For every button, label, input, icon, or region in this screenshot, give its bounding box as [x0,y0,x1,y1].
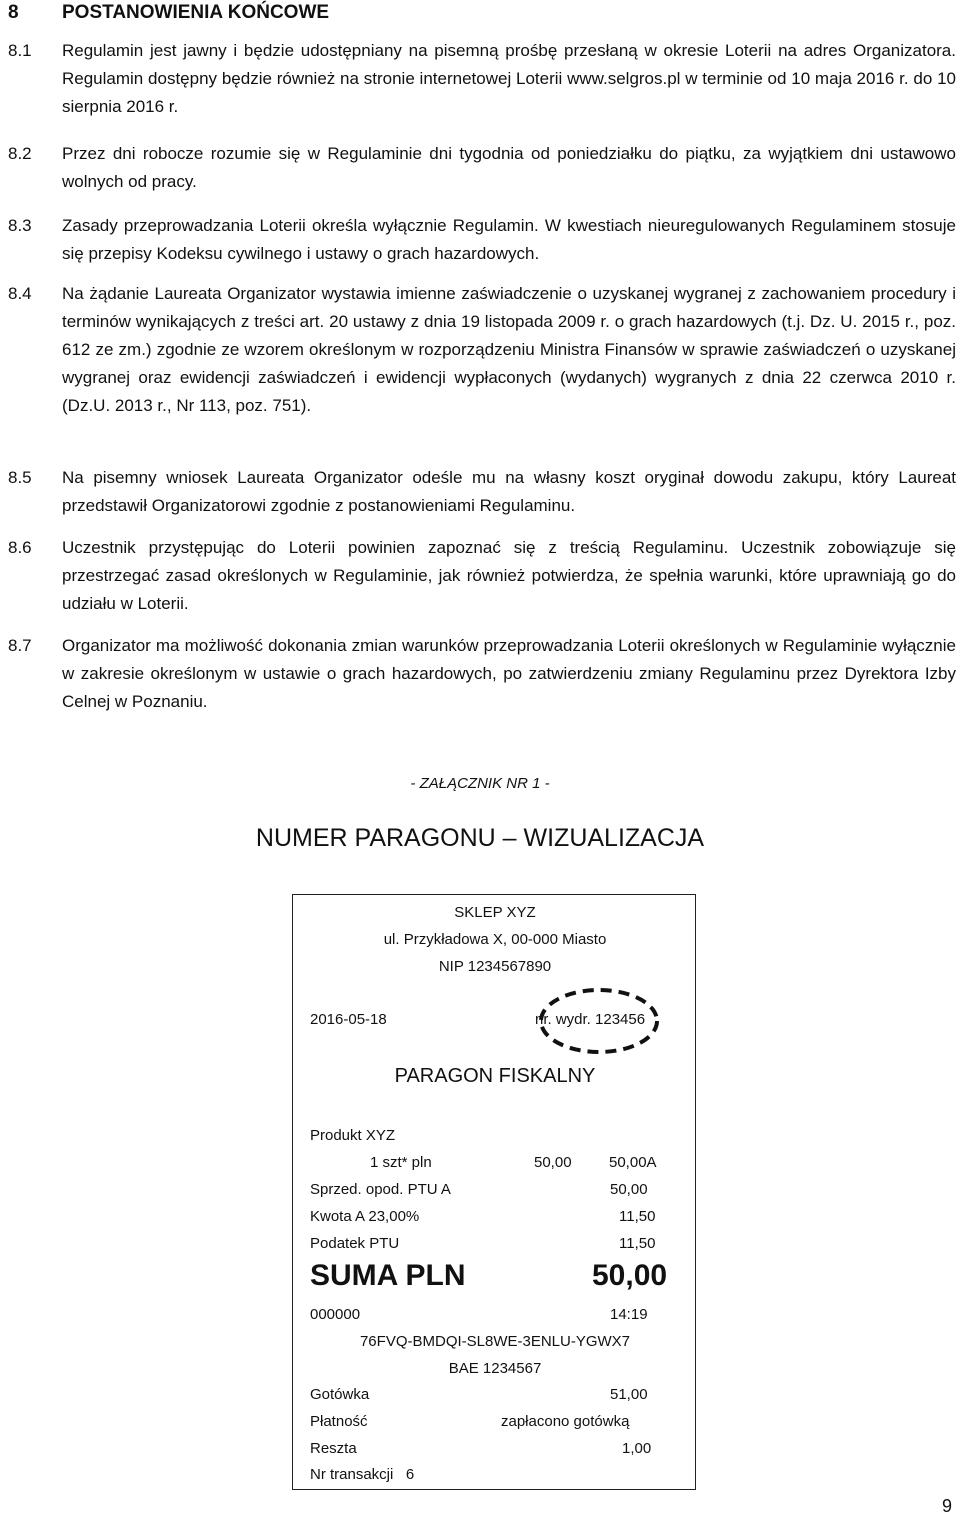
paragraph-8-7 [8,632,956,716]
paragraph-8-1 [8,37,956,121]
paragraph-8-3 [8,212,956,268]
receipt-change-value: 1,00 [622,1440,652,1457]
receipt-product: Produkt XYZ [310,1127,396,1144]
receipt-transaction [310,1466,414,1483]
receipt-tax-rate-value: 11,50 [619,1208,656,1225]
receipt-line-total: 50,00A [609,1154,657,1171]
receipt-sale-value: 50,00 [610,1181,648,1198]
receipt-quantity: 1 szt* pln [370,1154,432,1171]
paragraph-8-6 [8,534,956,618]
section-heading [8,2,329,24]
receipt-bae: BAE 1234567 [448,1360,542,1377]
receipt-print-number: nr. wydr. 123456 [535,1011,646,1028]
annex-label: - ZAŁĄCZNIK NR 1 - [410,775,550,792]
paragraph-text: Organizator ma możliwość dokonania zmian warunków przeprowadzania Loterii określonych w Regulaminie wyłącznie w zakresie określonym w ustawie o grach hazardowych, po zatwierdzeniu zmiany Regulaminu przez Dyrektora Izby Celnej w Poznaniu. [62,636,956,711]
page-number: 9 [941,1496,952,1516]
receipt-doc-title: PARAGON FISKALNY [394,1065,596,1087]
receipt-tax-rate-label: Kwota A 23,00% [310,1208,420,1225]
annex-title: NUMER PARAGONU – WIZUALIZACJA [255,824,705,852]
receipt-transaction-label: Nr transakcji [310,1466,394,1483]
section-number: 8 [8,2,19,23]
receipt-nip: NIP 1234567890 [438,958,552,975]
receipt-tax-label: Podatek PTU [310,1235,400,1252]
receipt-sum-value: 50,00 [592,1259,668,1292]
paragraph-number: 8.3 [8,216,32,235]
receipt-shop: SKLEP XYZ [454,904,536,921]
paragraph-text: Na żądanie Laureata Organizator wystawia imienne zaświadczenie o uzyskanej wygranej z zachowaniem procedury i terminów wynikających z treści art. 20 ustawy z dnia 19 listopada 2009 r. o grach hazardowych (t.j. Dz. U. 2015 r., poz. 612 ze zm.) zgodnie ze wzorem określonym w rozporządzeniu Ministra Finansów w sprawie zaświadczeń o uzyskanej wygranej oraz ewidencji zaświadczeń i ewidencji wypłaconych (wydanych) wygranych z dnia 22 czerwca 2010 r. (Dz.U. 2013 r., Nr 113, poz. 751). [62,284,956,415]
receipt-payment-value: zapłacono gotówką [501,1413,630,1430]
paragraph-number: 8.7 [8,636,32,655]
highlight-circle-icon [525,983,673,1059]
paragraph-text: Przez dni robocze rozumie się w Regulaminie dni tygodnia od poniedziałku do piątku, za wyjątkiem dni ustawowo wolnych od pracy. [62,144,956,191]
receipt-transaction-number: 6 [405,1466,415,1483]
paragraph-text: Zasady przeprowadzania Loterii określa wyłącznie Regulamin. W kwestiach nieuregulowanych Regulaminem stosuje się przepisy Kodeksu cywilnego i ustawy o grach hazardowych. [62,216,956,263]
receipt-visualization [292,894,696,1490]
paragraph-number: 8.5 [8,468,32,487]
paragraph-text: Regulamin jest jawny i będzie udostępniany na pisemną prośbę przesłaną w okresie Loterii na adres Organizatora. Regulamin dostępny będzie również na stronie internetowej Loterii www.selgros.pl w terminie od 10 maja 2016 r. do 10 sierpnia 2016 r. [62,41,956,116]
paragraph-number: 8.4 [8,284,32,303]
paragraph-text: Na pisemny wniosek Laureata Organizator odeśle mu na własny koszt oryginał dowodu zakupu, który Laureat przedstawił Organizatorowi zgodnie z postanowieniami Regulaminu. [62,468,956,515]
paragraph-number: 8.1 [8,41,32,60]
receipt-sum-label: SUMA PLN [310,1259,466,1292]
receipt-payment-label: Płatność [310,1413,368,1430]
receipt-code: 000000 [310,1306,361,1323]
receipt-address: ul. Przykładowa X, 00-000 Miasto [383,931,607,948]
paragraph-8-5 [8,464,956,520]
receipt-sale-label: Sprzed. opod. PTU A [310,1181,451,1198]
paragraph-8-4 [8,280,956,420]
receipt-cash-value: 51,00 [610,1386,648,1403]
section-title: POSTANOWIENIA KOŃCOWE [62,2,330,23]
receipt-fiscal-code: 76FVQ-BMDQI-SL8WE-3ENLU-YGWX7 [359,1333,631,1350]
receipt-change-label: Reszta [310,1440,357,1457]
receipt-tax-value: 11,50 [619,1235,656,1252]
receipt-time: 14:19 [610,1306,648,1323]
receipt-date: 2016-05-18 [310,1011,387,1028]
paragraph-8-2 [8,140,956,196]
receipt-cash-label: Gotówka [310,1386,370,1403]
receipt-unit-price: 50,00 [534,1154,572,1171]
paragraph-number: 8.6 [8,538,32,557]
paragraph-number: 8.2 [8,144,32,163]
paragraph-text: Uczestnik przystępując do Loterii powinien zapoznać się z treścią Regulaminu. Uczestnik zobowiązuje się przestrzegać zasad określonych w Regulaminie, jak również potwierdza, że spełnia warunki, które uprawniają go do udziału w Loterii. [62,538,956,613]
